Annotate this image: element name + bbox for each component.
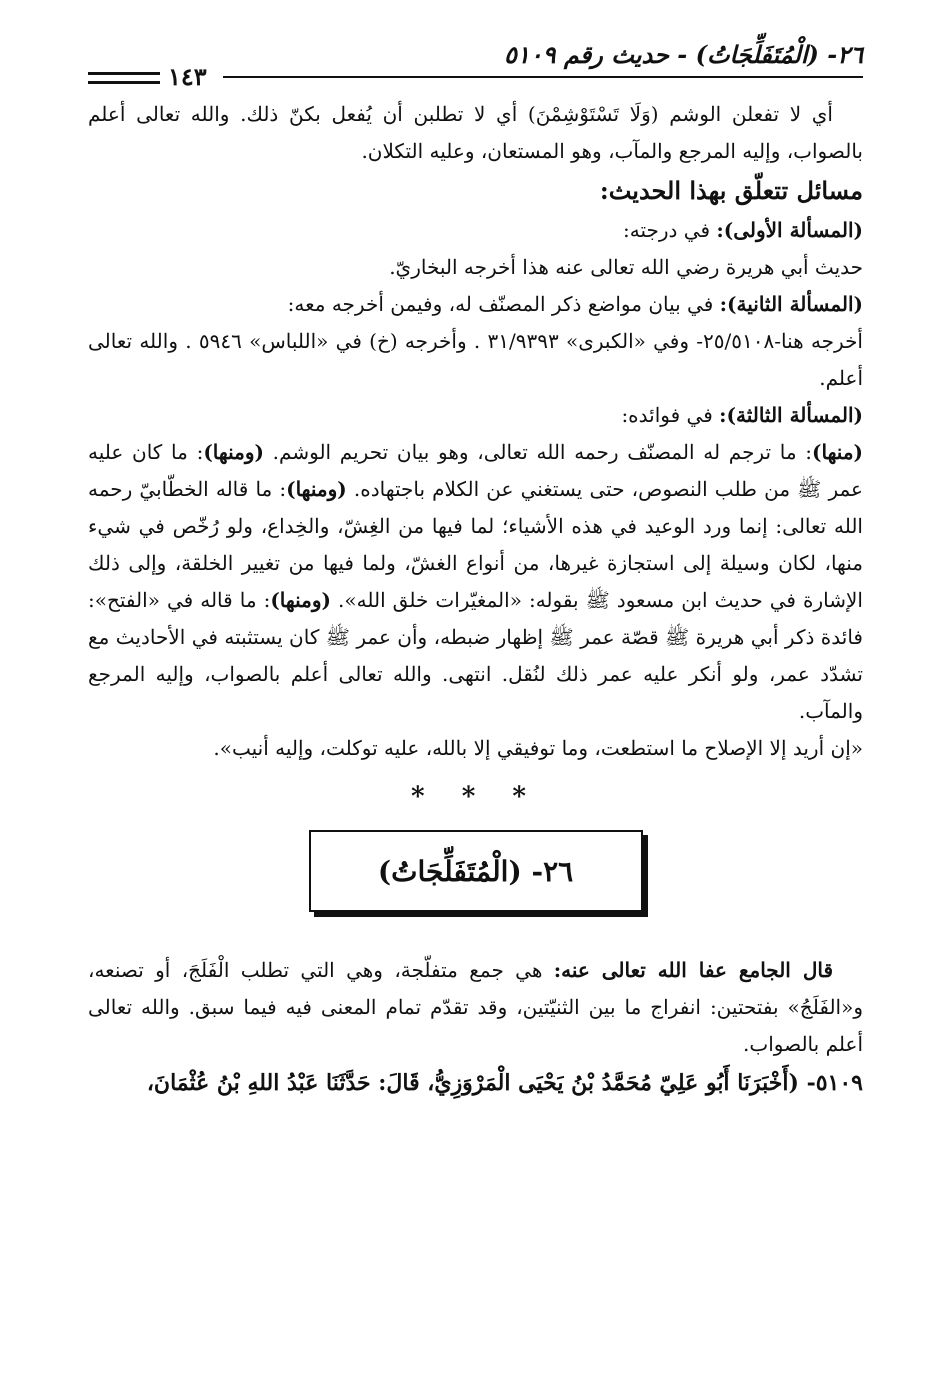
- chapter-title-frame: [88, 830, 863, 912]
- issue-3-benefits: [88, 434, 863, 730]
- benefit-text: : ما قاله في «الفتح»: فائدة ذكر أبي هريرة ﷺ قصّة عمر ﷺ إظهار ضبطه، وأن عمر ﷺ كان يستثبته في الأحاديث مع تشدّد عمر، ولو أنكر عليه عمر ذلك لنُقل. انتهى. والله تعالى أعلم بالصواب، وإليه المرجع والمآب.: [88, 588, 863, 723]
- page-number-rule-top: [88, 72, 160, 75]
- chapter-intro: [88, 952, 863, 1063]
- chapter-intro-text: هي جمع متفلّجة، وهي التي تطلب الْفَلَجَ، أو تصنعه، و«الفَلَجُ» بفتحتين: انفراج ما بين الثنيّتين، وقد تقدّم تمام المعنى فيه فيما سبق. والله تعالى أعلم بالصواب.: [88, 958, 863, 1056]
- section-2-text: [88, 952, 863, 1103]
- issues-heading: مسائل تتعلّق بهذا الحديث:: [599, 176, 863, 205]
- benefit-text: : ما كان عليه عمر ﷺ من طلب النصوص، حتى يستغني عن الكلام باجتهاده.: [88, 440, 863, 501]
- issue-2-heading: [88, 286, 863, 323]
- benefit-text: : ما قاله الخطّابيّ رحمه الله تعالى: إنما ورد الوعيد في هذه الأشياء؛ لما فيها من الغِشّ، والخِداع، ولو رُخّص في شيء منها، لكان وسيلة إلى استجازة غيرها، من أنواع الغشّ، ولما فيها من تغيير الخلقة، وإلى ذلك الإشارة في حديث ابن مسعود ﷺ بقوله: «المغيّرات خلق الله».: [88, 477, 863, 612]
- benefit-marker: (ومنها): [203, 440, 264, 464]
- page-number: ١٤٣: [168, 62, 207, 91]
- issue-2-title: في بيان مواضع ذكر المصنّف له، وفيمن أخرجه معه:: [287, 292, 720, 316]
- issue-2-label: (المسألة الثانية):: [719, 292, 863, 316]
- issue-1-heading: [88, 212, 863, 249]
- issue-3-label: (المسألة الثالثة):: [719, 403, 863, 427]
- header-rule: [223, 76, 863, 78]
- benefit-marker: (منها): [812, 440, 864, 464]
- page-number-rule-bottom: [88, 81, 160, 84]
- page-header: [88, 40, 863, 96]
- issue-2-text: أخرجه هنا-٢٥/٥١٠٨- وفي «الكبرى» ٣١/٩٣٩٣ . وأخرجه (خ) في «اللباس» ٥٩٤٦ . والله تعالى أعلم.: [88, 329, 863, 390]
- section-separator: * * *: [411, 782, 540, 812]
- benefit-marker: (ومنها): [286, 477, 347, 501]
- chapter-intro-label: قال الجامع عفا الله تعالى عنه:: [553, 958, 834, 982]
- issue-1-title: في درجته:: [623, 218, 717, 242]
- issue-3-heading: [88, 397, 863, 434]
- issue-1-text: حديث أبي هريرة رضي الله تعالى عنه هذا أخرجه البخاريّ.: [389, 255, 863, 279]
- paragraph-intro: أي لا تفعلن الوشم (وَلَا تَسْتَوْشِمْنَ) أي لا تطلبن أن يُفعل بكنّ ذلك. والله تعالى أعلم بالصواب، وإليه المرجع والمآب، وهو المستعان، وعليه التكلان.: [88, 102, 863, 163]
- benefit-marker: (ومنها): [270, 588, 331, 612]
- issue-3-title: في فوائده:: [621, 403, 720, 427]
- running-head: ٢٦- (الْمُتَفَلِّجَاتُ) - حديث رقم ٥١٠٩: [503, 40, 863, 69]
- issue-1-label: (المسألة الأولى):: [716, 218, 863, 242]
- body-text: [88, 96, 863, 816]
- page-number-block: [88, 62, 223, 92]
- benefit-text: : ما ترجم له المصنّف رحمه الله تعالى، وهو بيان تحريم الوشم.: [263, 440, 813, 464]
- chapter-title: ٢٦- (الْمُتَفَلِّجَاتُ): [309, 830, 643, 912]
- hadith-5109-start: ٥١٠٩- (أَخْبَرَنَا أَبُو عَلِيّ مُحَمَّدُ بْنُ يَحْيَى الْمَرْوَزِيُّ، قَالَ: حَدَّثَنَا عَبْدُ اللهِ بْنُ عُثْمَانَ،: [146, 1070, 863, 1096]
- closing-quote: «إن أريد إلا الإصلاح ما استطعت، وما توفيقي إلا بالله، عليه توكلت، وإليه أنيب».: [213, 736, 863, 760]
- page: [88, 40, 863, 1103]
